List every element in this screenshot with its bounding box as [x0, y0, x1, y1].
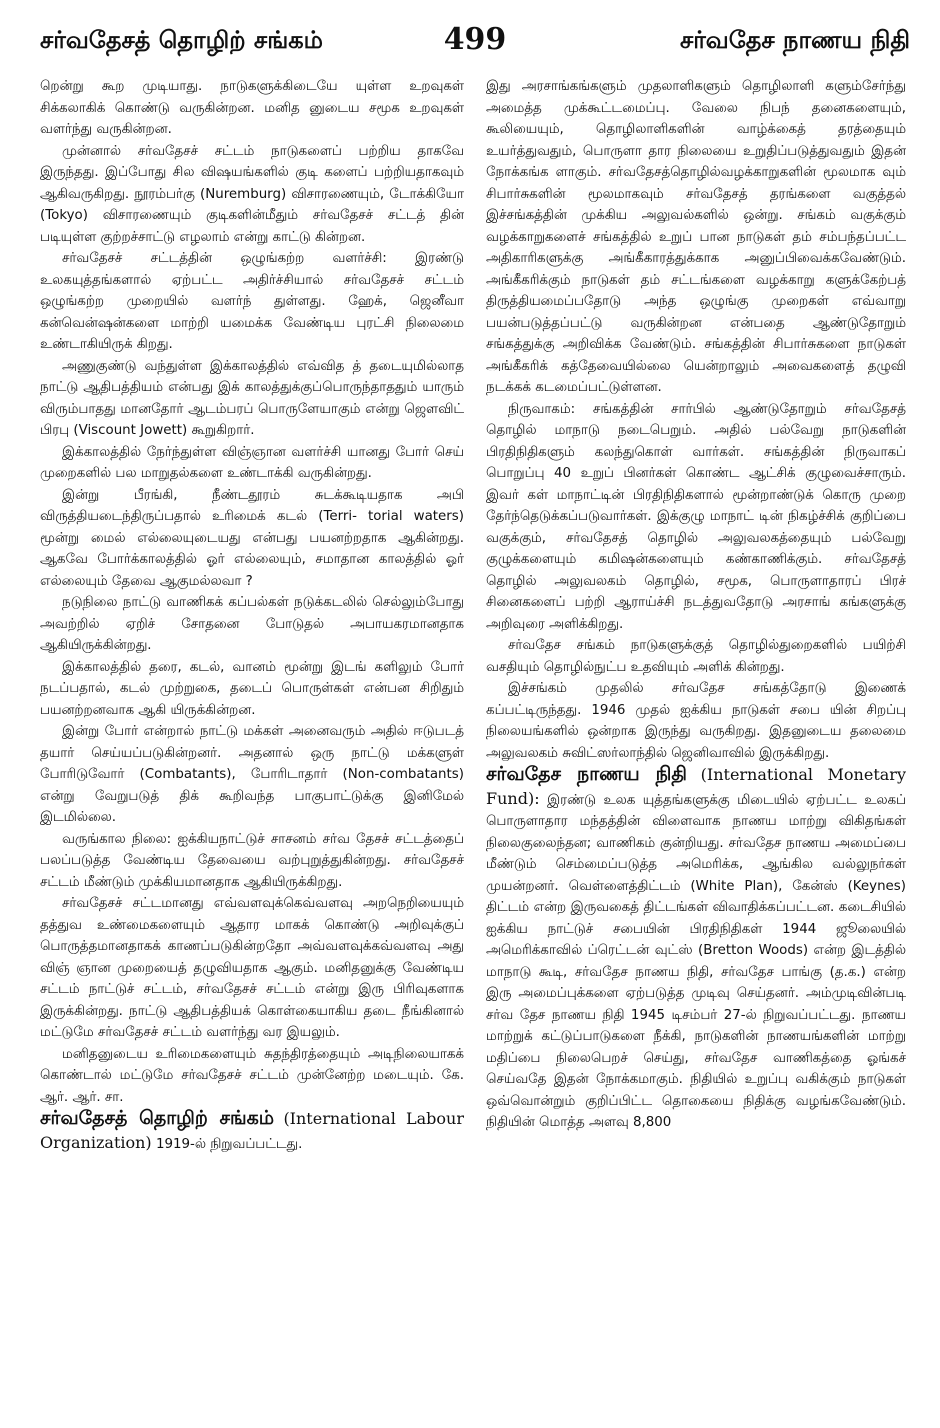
paragraph: இச்சங்கம் முதலில் சர்வதேச சங்கத்தோடு இணைக் கப்பட்டிருந்தது. 1946 முதல் ஐக்கிய நாடுகள் சபை யின் சிறப்பு நிலையங்களில் ஒன்றாக இருந்து வருகிறது. இதனுடைய தலைமை அலுவலகம் சுவிட்ஸர்லாந்தில் ஜெனிவாவில் இருக்கிறது.: [486, 681, 906, 761]
paragraph: நிருவாகம்: சங்கத்தின் சார்பில் ஆண்டுதோறும் சர்வதேசத் தொழில் மாநாடு நடைபெறும். அதில் பல்வேறு நாடுகளின் பிரதிநிதிகளும் கலந்துகொள் வார்கள். சங்கத்தின் நிருவாகப் பொறுப்பு 40 உறுப் பினர்கள் கொண்ட ஆட்சிக் குழுவைச்சாரும். இவர் கள் மாநாட்டின் பிரதிநிதிகளால் மூன்றாண்டுக் கொரு முறை தேர்ந்தெடுக்கப்படுவார்கள். இக்குழு மாநாட் டின் நிகழ்ச்சிக் குறிப்பை வகுக்கும், சர்வதேசத் தொழில் அலுவலகத்தையும் பல்வேறு குழுக்களையும் கமிஷன்களையும் கண்காணிக்கும். சர்வதேசத் தொழில் அலுவலகம் தொழில், சமூக, பொருளாதாரப் பிரச் சினைகளைப் பற்றி ஆராய்ச்சி நடத்துவதோடு அரசாங் கங்களுக்கு அறிவுரை அளிக்கிறது.: [486, 401, 906, 632]
paragraph: சர்வதேசச் சட்டமானது எவ்வளவுக்கெவ்வளவு அறநெறியையும் தத்துவ உண்மைகளையும் ஆதார மாகக் கொண்டு அறிவுக்குப் பொருத்தமானதாகக் காணப்படுகின்றதோ அவ்வளவுக்கவ்வளவு அது விஞ் ஞான முறையைத் தழுவியதாக ஆகும். மனிதனுக்கு வேண்டிய சட்டம் நாட்டுச் சட்டம், சர்வதேசச் சட்டம் என்று இரு பிரிவுகளாக இருக்கின்றது. நாட்டு ஆதிபத்தியக் கொள்கையாகிய தடை நீங்கினால் மட்டுமே சர்வதேசச் சட்டம் வளர்ந்து வர இயலும்.: [40, 896, 464, 1040]
left-paragraphs: [40, 76, 464, 1108]
paragraph: இது அரசாங்கங்களும் முதலாளிகளும் தொழிலாளி களும்சேர்ந்து அமைத்த முக்கூட்டமைப்பு. வேலை நிபந் தனைகளையும், கூலியையும், தொழிலாளிகளின் வாழ்க்கைத் தரத்தையும் உயர்த்துவதும், பொருளா தார நிலையை உறுதிப்படுத்துவதும் இதன் நோக்கங்க ளாகும். சர்வதேசத்தொழில்வழக்காறுகளின் மூலமாக வும் சிபார்சுகளின் மூலமாகவும் சர்வதேசத் தரங்களை வகுத்தல் இச்சங்கத்தின் முக்கிய அலுவல்களில் ஒன்று. சங்கம் வகுக்கும் வழக்காறுகளைச் சங்கத்தில் உறுப் பான நாடுகள் தம் சம்பந்தப்பட்ட அதிகாரிகளுக்கு அங்கீகாரத்துக்காக அனுப்பிவைக்கவேண்டும். அங்கீகரிக்கும் நாடுகள் தம் சட்டங்களை வழக்காறு களுக்கேற்பத் திருத்தியமைப்பதோடு அந்த ஒழுங்கு முறைகள் எவ்வாறு பயன்படுத்தப்பட்டு வருகின்றன என்பதை ஆண்டுதோறும் சங்கத்துக்கு அறிவிக்க வேண்டும். சங்கத்தின் சிபார்சுகளை நாடுகள் அங்கீகரிக் கத்தேவையில்லை யென்றாலும் அவைகளைத் தழுவி நடக்கக் கடமைப்பட்டுள்ளன.: [486, 79, 906, 395]
paragraph: மனிதனுடைய உரிமைகளையும் சுதந்திரத்தையும் அடிநிலையாகக் கொண்டால் மட்டுமே சர்வதேசச் சட்டம் முன்னேற்ற மடையும். கே. ஆர். ஆர். சா.: [40, 1046, 464, 1105]
page-header: [40, 22, 910, 62]
imf-heading: சர்வதேச நாணய நிதி: [486, 763, 687, 785]
paragraph: இக்காலத்தில் தரை, கடல், வானம் மூன்று இடங் களிலும் போர் நடப்பதால், கடல் முற்றுகை, தடைப் பொருள்கள் என்பன சிறிதும் பயனற்றனவாக ஆகி யிருக்கின்றன.: [40, 659, 464, 718]
paragraph: இக்காலத்தில் நேர்ந்துள்ள விஞ்ஞான வளர்ச்சி யானது போர் செய் முறைகளில் பல மாறுதல்களை உண்டாக்கி வருகின்றது.: [40, 444, 464, 481]
right-column: [486, 76, 906, 1376]
imf-body-text: இரண்டு உலக யுத்தங்களுக்கு மிடையில் ஏற்பட்ட உலகப் பொருளாதார மந்தத்தின் விளைவாக நாணய மாற்று விகிதங்கள் நிலைகுலைந்தன; வாணிகம் குன்றியது. சர்வதேச நாணய அமைப்பை மீண்டும் செம்மைப்படுத்த அமெரிக்க, ஆங்கில வல்லுநர்கள் முயன்றனர். வெள்ளைத்திட்டம் (White Plan), கேன்ஸ் (Keynes) திட்டம் என்ற இருவகைத் திட்டங்கள் விவாதிக்கப்பட்டன. கடைசியில் ஐக்கிய நாட்டுச் சபையின் பிரதிநிதிகள் 1944 ஜூலையில் அமெரிக்காவில் ப்ரெட்டன் வுட்ஸ் (Bretton Woods) என்ற இடத்தில் மாநாடு கூடி, சர்வதேச நாணய நிதி, சர்வதேச பாங்கு (த.க.) என்ற இரு அமைப்புக்களை ஏற்படுத்த முடிவு செய்தனர். அம்முடிவின்படி சர்வ தேச நாணய நிதி 1945 டிசம்பர் 27-ல் நிறுவப்பட்டது. நாணய மாற்றுக் கட்டுப்பாடுகளை நீக்கி, நாடுகளின் நாணயங்களின் மாற்று மதிப்பை நிலைபெறச் செய்து, சர்வதேச வாணிகத்தை ஓங்கச் செய்வதே இதன் நோக்கமாகும். நிதியில் உறுப்பு வகிக்கும் நாடுகள் ஒவ்வொன்றும் குறிப்பிட்ட தொகையை நிதிக்கு வழங்கவேண்டும். நிதியின் மொத்த அளவு 8,800: [486, 792, 906, 1130]
paragraph: இன்று போர் என்றால் நாட்டு மக்கள் அனைவரும் அதில் ஈடுபடத் தயார் செய்யப்படுகின்றனர். அதனால் ஒரு நாட்டு மக்களுள் போரிடுவோர் (Combatants), போரிடாதார் (Non-combatants) என்று வேறுபடுத் திக் கூறிவந்த பாகுபாட்டுக்கு இனிமேல் இடமில்லை.: [40, 724, 464, 825]
imf-english-name: (International Monetary Fund):: [486, 765, 906, 808]
ilo-english-name: (International Labour Organization): [40, 1109, 464, 1152]
paragraph: றென்று கூற முடியாது. நாடுகளுக்கிடையே யுள்ள உறவுகள் சிக்கலாகிக் கொண்டு வருகின்றன. மனித னுடைய சமூக உறவுகள் வளர்ந்து வருகின்றன.: [40, 79, 464, 137]
header-left-title: சர்வதேசத் தொழிற் சங்கம்: [40, 26, 323, 54]
paragraph: நடுநிலை நாட்டு வாணிகக் கப்பல்கள் நடுக்கடலில் செல்லும்போது அவற்றில் ஏறிச் சோதனை போடுதல் அபாயகரமானதாக ஆகியிருக்கின்றது.: [40, 595, 464, 653]
paragraph: இன்று பீரங்கி, நீண்டதூரம் சுடக்கூடியதாக அபி விருத்தியடைந்திருப்பதால் உரிமைக் கடல் (Terri- torial waters) மூன்று மைல் எல்லையுடையது என்பது பயனற்றதாக ஆகின்றது. ஆகவே போர்க்காலத்தில் ஓர் எல்லையும், சமாதான காலத்தில் ஓர் எல்லையும் தேவை ஆகுமல்லவா ?: [40, 487, 464, 589]
ilo-entry: [40, 1108, 464, 1155]
right-paragraphs: [486, 76, 906, 764]
ilo-heading: சர்வதேசத் தொழிற் சங்கம்: [40, 1107, 275, 1129]
paragraph: சர்வதேசச் சட்டத்தின் ஒழுங்கற்ற வளர்ச்சி: இரண்டு உலகயுத்தங்களால் ஏற்பட்ட அதிர்ச்சியால் சர்வதேசச் சட்டம் ஒழுங்கற்ற முறையில் வளர்ந் துள்ளது. ஹேக், ஜெனீவா கன்வென்ஷன்களை மாற்றி யமைக்க வேண்டிய புரட்சி நிலைமை உண்டாகியிருக் கிறது.: [40, 251, 464, 352]
page-number: 499: [443, 22, 507, 57]
paragraph: முன்னால் சர்வதேசச் சட்டம் நாடுகளைப் பற்றிய தாகவே இருந்தது. இப்போது சில விஷயங்களில் குடி களைப் பற்றியதாகவும் ஆகிவருகிறது. நூரம்பர்கு (Nuremburg) விசாரணையும், டோக்கியோ (Tokyo) விசாரணையும் குடிகளின்மீதும் சர்வதேசச் சட்டத் தின் படியுள்ள குற்றச்சாட்டு எழலாம் என்று காட்டு கின்றன.: [40, 143, 464, 245]
left-column: [40, 76, 464, 1376]
paragraph: சர்வதேச சங்கம் நாடுகளுக்குத் தொழில்துறைகளில் பயிற்சி வசதியும் தொழில்நுட்ப உதவியும் அளிக் கின்றது.: [486, 638, 906, 675]
paragraph: வருங்கால நிலை: ஐக்கியநாட்டுச் சாசனம் சர்வ தேசச் சட்டத்தைப் பலப்படுத்த வேண்டிய தேவையை வற்புறுத்துகின்றது. சர்வதேசச் சட்டம் மீண்டும் முக்கியமானதாக ஆகியிருக்கிறது.: [40, 831, 464, 890]
header-right-title: சர்வதேச நாணய நிதி: [679, 26, 910, 54]
imf-entry: [486, 764, 906, 1134]
ilo-founded-text: 1919-ல் நிறுவப்பட்டது.: [155, 1136, 303, 1152]
paragraph: அணுகுண்டு வந்துள்ள இக்காலத்தில் எவ்வித த் தடையுமில்லாத நாட்டு ஆதிபத்தியம் என்பது இக் காலத்துக்குப்பொருந்தாததும் யாரும் விரும்பாதது மானதோர் ஆடம்பரப் பொருளேயாகும் என்று ஜௌவிட் பிரபு (Viscount Jowett) கூறுகிறார்.: [40, 358, 464, 438]
